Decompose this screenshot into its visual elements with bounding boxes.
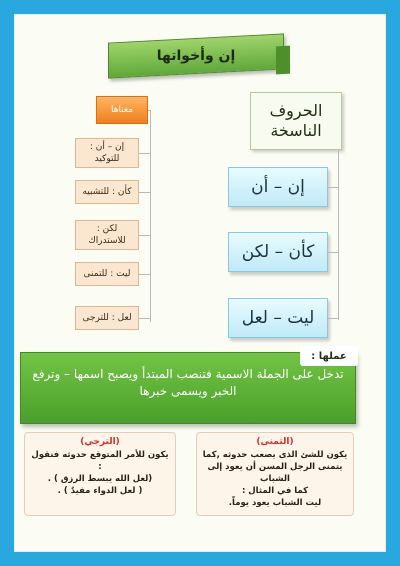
card-line: كما في المثال :	[241, 486, 309, 496]
meaning-connector	[139, 153, 151, 154]
word-box-layta-laalla: ليت – لعل	[228, 298, 328, 338]
meanings-connector-top	[148, 110, 151, 111]
meaning-item-istidrak: لكن : للاستدراك	[75, 220, 139, 250]
meaning-connector	[139, 274, 151, 275]
card-line: يكون للشئ الذى يصعب حدوثه ,كما	[202, 450, 348, 460]
meaning-item-tamanni: ليت : للتمنى	[75, 262, 139, 286]
card-title: (الترجي)	[80, 437, 120, 447]
card-line: يكون للأمر المتوقع حدوثه فنقول :	[31, 450, 169, 472]
page-title: إن وأخواتها	[156, 48, 236, 64]
meanings-connector-vertical	[150, 110, 151, 322]
words-connector-vertical	[338, 150, 339, 320]
meaning-connector	[139, 235, 151, 236]
card-line: ( لعل الدواء مفيدٌ ) .	[57, 486, 143, 496]
word-box-kaanna-lakinna: كأن – لكن	[228, 232, 328, 272]
function-label: عملها :	[300, 346, 358, 366]
word-connector	[328, 252, 338, 253]
main-title-box: الحروف الناسخة	[250, 92, 342, 150]
meaning-item-tarajji: لعل : للترجى	[75, 306, 139, 330]
function-text: تدخل على الجملة الاسمية فتنصب المبتدأ ويصبح اسمها – وترفع الخبر ويسمى خبرها	[32, 367, 344, 398]
card-title: (التمنى)	[256, 437, 294, 447]
card-tamanni	[196, 432, 354, 516]
meaning-connector	[139, 192, 151, 193]
card-line: ليت الشباب يعود يوماً.	[228, 498, 322, 508]
card-tarajji	[24, 432, 176, 516]
word-connector	[328, 187, 338, 188]
word-box-inna-anna: إن – أن	[228, 167, 328, 207]
word-connector	[328, 318, 338, 319]
meaning-item-tawkeed: إن – أن : للتوكيد	[75, 138, 139, 168]
meaning-item-tashbeeh: كأن : للتشبيه	[75, 180, 139, 204]
card-line: يتمنى الرجل المسن أن يعود إلى الشباب	[207, 462, 343, 484]
meaning-connector	[139, 318, 151, 319]
card-line: (لعل الله يبسط الرزق ) .	[47, 474, 153, 484]
meanings-header: معناها	[96, 96, 148, 124]
